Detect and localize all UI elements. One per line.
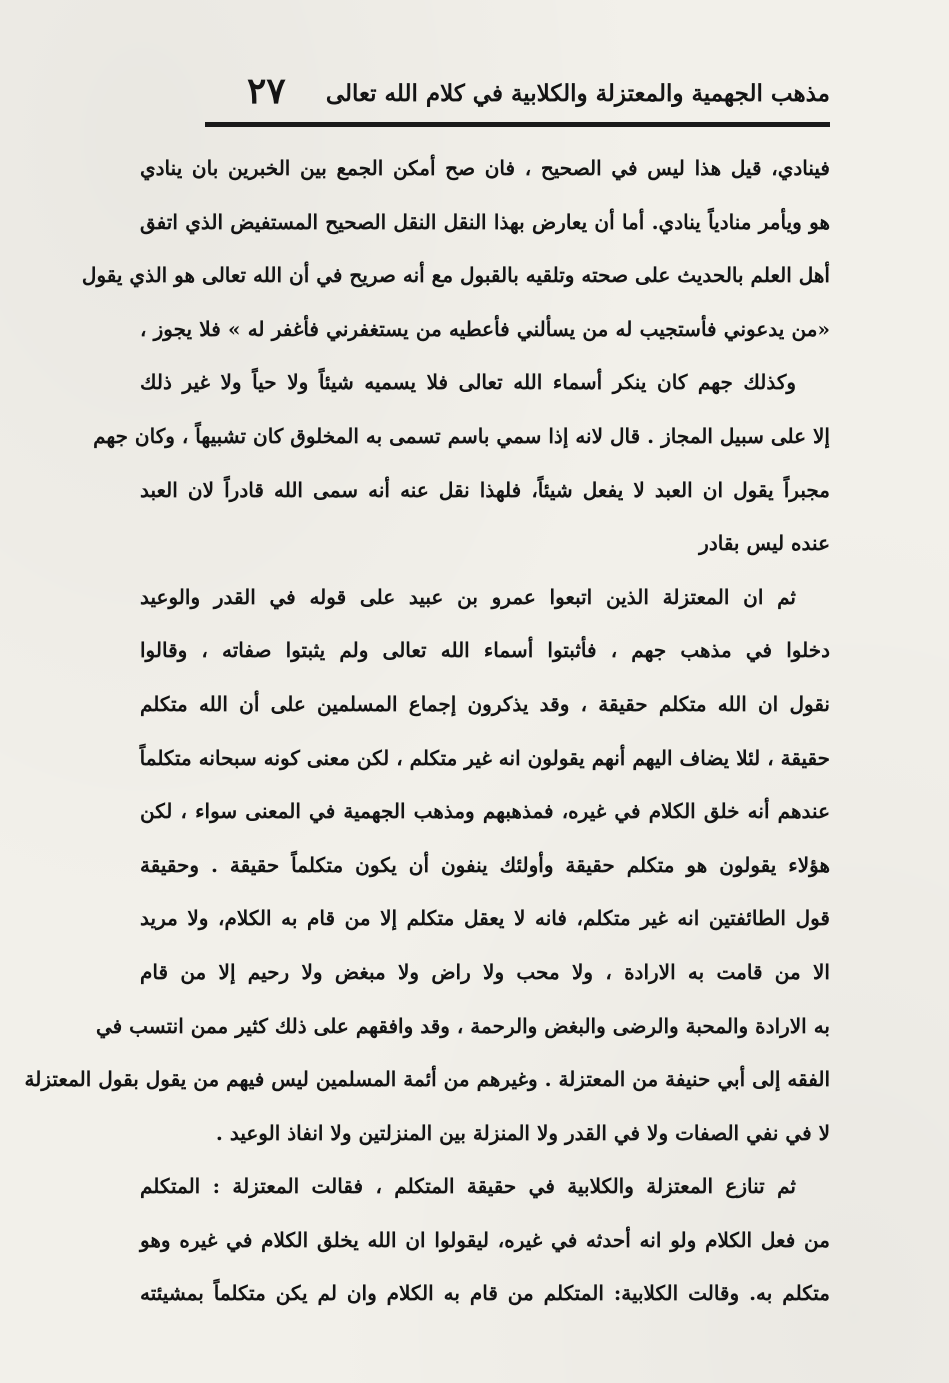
text-line: دخلوا في مذهب جهم ، فأثبتوا أسماء الله تعالى ولم يثبتوا صفاته ، وقالوا	[140, 638, 830, 663]
page-header	[205, 70, 830, 124]
running-title: مذهب الجهمية والمعتزلة والكلابية في كلام الله تعالى	[325, 80, 830, 107]
text-line: ثم تنازع المعتزلة والكلابية في حقيقة المتكلم ، فقالت المعتزلة : المتكلم	[140, 1174, 796, 1199]
text-line: «من يدعوني فأستجيب له من يسألني فأعطيه من يستغفرني فأغفر له » فلا يجوز ،	[140, 316, 830, 341]
text-line: عندهم أنه خلق الكلام في غيره، فمذهبهم ومذهب الجهمية في المعنى سواء ، لكن	[140, 799, 831, 824]
text-line: وكذلك جهم كان ينكر أسماء الله تعالى فلا يسميه شيئاً ولا حياً ولا غير ذلك	[140, 370, 796, 395]
text-line: نقول ان الله متكلم حقيقة ، وقد يذكرون إجماع المسلمين على أن الله متكلم	[140, 691, 830, 716]
body-text	[24, 142, 831, 1321]
text-line: مجبراً يقول ان العبد لا يفعل شيئاً، فلهذا نقل عنه أنه سمى الله قادراً لان العبد	[140, 477, 830, 502]
text-line: به الارادة والمحبة والرضى والبغض والرحمة ، وقد وافقهم على ذلك كثير ممن انتسب في	[95, 1013, 830, 1038]
text-line: قول الطائفتين انه غير متكلم، فانه لا يعقل متكلم إلا من قام به الكلام، ولا مريد	[140, 906, 830, 931]
text-line: هؤلاء يقولون هو متكلم حقيقة وأولئك ينفون أن يكون متكلماً حقيقة . وحقيقة	[140, 852, 830, 877]
text-line: الا من قامت به الارادة ، ولا محب ولا راض ولا مبغض ولا رحيم إلا من قام	[140, 959, 830, 984]
text-line: عنده ليس بقادر	[699, 531, 830, 556]
page-number: ٢٧	[247, 70, 286, 112]
text-line: أهل العلم بالحديث على صحته وتلقيه بالقبول مع أنه صريح في أن الله تعالى هو الذي يقول	[81, 263, 830, 288]
text-line: من فعل الكلام ولو انه أحدثه في غيره، ليقولوا ان الله يخلق الكلام في غيره وهو	[140, 1227, 830, 1252]
text-line: هو ويأمر منادياً ينادي. أما أن يعارض بهذا النقل النقل الصحيح المستفيض الذي اتفق	[140, 209, 830, 234]
text-line: لا في نفي الصفات ولا في القدر ولا المنزلة بين المنزلتين ولا انفاذ الوعيد .	[215, 1120, 830, 1145]
text-line: ثم ان المعتزلة الذين اتبعوا عمرو بن عبيد على قوله في القدر والوعيد	[140, 584, 796, 609]
text-line: الفقه إلى أبي حنيفة من المعتزلة . وغيرهم من أئمة المسلمين ليس فيهم من يقول بقول المعتزلة	[24, 1067, 830, 1092]
header-rule	[205, 122, 830, 127]
text-line: متكلم به. وقالت الكلابية: المتكلم من قام به الكلام وان لم يكن متكلماً بمشيئته	[140, 1281, 830, 1306]
text-line: حقيقة ، لئلا يضاف اليهم أنهم يقولون انه غير متكلم ، لكن معنى كونه سبحانه متكلماً	[139, 745, 830, 770]
text-line: إلا على سبيل المجاز . قال لانه إذا سمي باسم تسمى به المخلوق كان تشبيهاً ، وكان جهم	[93, 423, 830, 448]
text-line: فينادي، قيل هذا ليس في الصحيح ، فان صح أمكن الجمع بين الخبرين بان ينادي	[140, 156, 830, 180]
